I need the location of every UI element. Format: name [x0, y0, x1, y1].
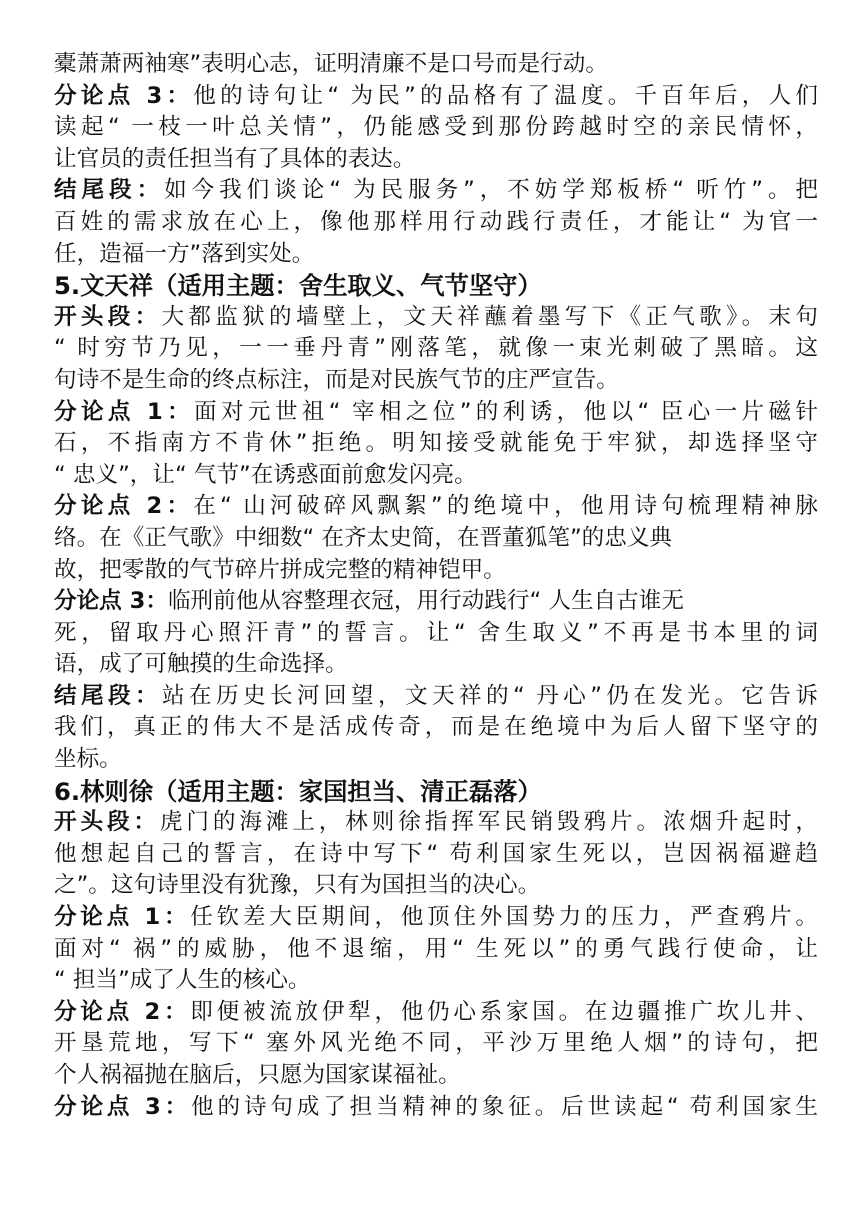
section-5-point-3-paragraph — [54, 586, 818, 681]
zheng-point-3-paragraph — [54, 81, 818, 176]
paragraph-label: 分论点 3： — [54, 1093, 192, 1120]
text-line: 石，不指南方不肯休”拒绝。明知接受就能免于牢狱，却选择坚守 — [54, 430, 818, 457]
text-line: 在“ 山河破碎风飘絮”的绝境中，他用诗句梳理精神脉 — [193, 493, 818, 520]
section-5-point-2-paragraph — [54, 491, 818, 586]
paragraph-label: 开头段： — [54, 809, 160, 836]
paragraph-label: 结尾段： — [54, 682, 162, 709]
text-line: 站在历史长河回望，文天祥的“ 丹心”仍在发光。它告诉 — [162, 682, 818, 709]
paragraph-label: 分论点 3： — [54, 82, 194, 109]
text-line: 之”。这句诗里没有犹豫，只有为国担当的决心。 — [54, 872, 541, 899]
zheng-ending-paragraph — [54, 175, 818, 270]
text-line: 读起“ 一枝一叶总关情”，仍能感受到那份跨越时空的亲民情怀， — [54, 114, 818, 141]
section-5-opening-paragraph — [54, 302, 818, 397]
section-6-point-3-paragraph — [54, 1092, 818, 1124]
paragraph-label: 分论点 1： — [54, 398, 195, 425]
section-6-heading: 6.林则徐（适用主题：家国担当、清正磊落） — [54, 776, 542, 806]
text-line: 百姓的需求放在心上，像他那样用行动践行责任，才能让“ 为官一 — [54, 208, 818, 235]
text-line: 他的诗句成了担当精神的象征。后世读起“ 苟利国家生 — [191, 1093, 818, 1120]
text-line: 语，成了可触摸的生命选择。 — [54, 651, 348, 678]
text-line: 句诗不是生命的终点标注，而是对民族气节的庄严宣告。 — [54, 366, 619, 393]
section-6-opening-paragraph — [54, 807, 818, 902]
text-line: 故，把零散的气节碎片拼成完整的精神铠甲。 — [54, 556, 506, 583]
essay-document — [54, 49, 818, 1123]
paragraph-label: 分论点 2： — [54, 998, 191, 1025]
text-line: 面对“ 祸”的威胁，他不退缩，用“ 生死以”的勇气践行使命，让 — [54, 935, 818, 962]
paragraph-label: 分论点 2： — [54, 493, 194, 520]
text-line: 坐标。 — [54, 746, 122, 773]
section-5-ending-paragraph — [54, 681, 818, 776]
text-line: 个人祸福抛在脑后，只愿为国家谋福祉。 — [54, 1062, 461, 1088]
text-line: “ 忠义”，让“ 气节”在诱惑面前愈发闪亮。 — [54, 461, 477, 488]
text-line: 他的诗句让“ 为民”的品格有了温度。千百年后，人们 — [193, 82, 818, 109]
text-line: 橐萧萧两袖寒”表明心志，证明清廉不是口号而是行动。 — [54, 51, 608, 77]
text-line: 络。在《正气歌》中细数“ 在齐太史简，在晋董狐笔”的忠义典 — [54, 524, 673, 551]
continuation-paragraph — [54, 49, 818, 81]
text-line: 任钦差大臣期间，他顶住外国势力的压力，严查鸦片。 — [190, 904, 818, 931]
paragraph-label: 分论点 3： — [54, 588, 168, 615]
text-line: 即便被流放伊犁，他仍心系家国。在边疆推广坎儿井、 — [190, 998, 818, 1025]
text-line: “ 担当”成了人生的核心。 — [54, 967, 311, 994]
text-line: 他想起自己的誓言，在诗中写下“ 苟利国家生死以，岂因祸福避趋 — [54, 840, 818, 867]
text-line: 大都监狱的墙壁上，文天祥蘸着墨写下《正气歌》。末句 — [161, 303, 818, 330]
text-line: 让官员的责任担当有了具体的表达。 — [54, 145, 416, 172]
section-5-point-1-paragraph — [54, 397, 818, 492]
text-line: 任，造福一方”落到实处。 — [54, 240, 315, 267]
section-5-heading: 5.文天祥（适用主题：舍生取义、气节坚守） — [54, 271, 542, 301]
paragraph-label: 结尾段： — [54, 177, 165, 204]
paragraph-label: 分论点 1： — [54, 904, 191, 931]
text-line: 如今我们谈论“ 为民服务”，不妨学郑板桥“ 听竹”。把 — [164, 177, 819, 204]
text-line: “ 时穷节乃见，一一垂丹青”刚落笔，就像一束光刺破了黑暗。这 — [54, 335, 818, 362]
text-line: 死，留取丹心照汗青”的誓言。让“ 舍生取义”不再是书本里的词 — [54, 619, 818, 646]
section-6-point-2-paragraph — [54, 997, 818, 1092]
text-line: 虎门的海滩上，林则徐指挥军民销毁鸦片。浓烟升起时， — [159, 809, 819, 836]
paragraph-label: 开头段： — [54, 303, 162, 330]
text-line: 开垦荒地，写下“ 塞外风光绝不同，平沙万里绝人烟”的诗句，把 — [54, 1030, 818, 1057]
text-line: 临刑前他从容整理衣冠，用行动践行“ 人生自古谁无 — [167, 588, 684, 615]
section-6-point-1-paragraph — [54, 902, 818, 997]
text-line: 面对元世祖“ 宰相之位”的利诱，他以“ 臣心一片磁针 — [194, 398, 818, 425]
text-line: 我们，真正的伟大不是活成传奇，而是在绝境中为后人留下坚守的 — [54, 714, 818, 741]
